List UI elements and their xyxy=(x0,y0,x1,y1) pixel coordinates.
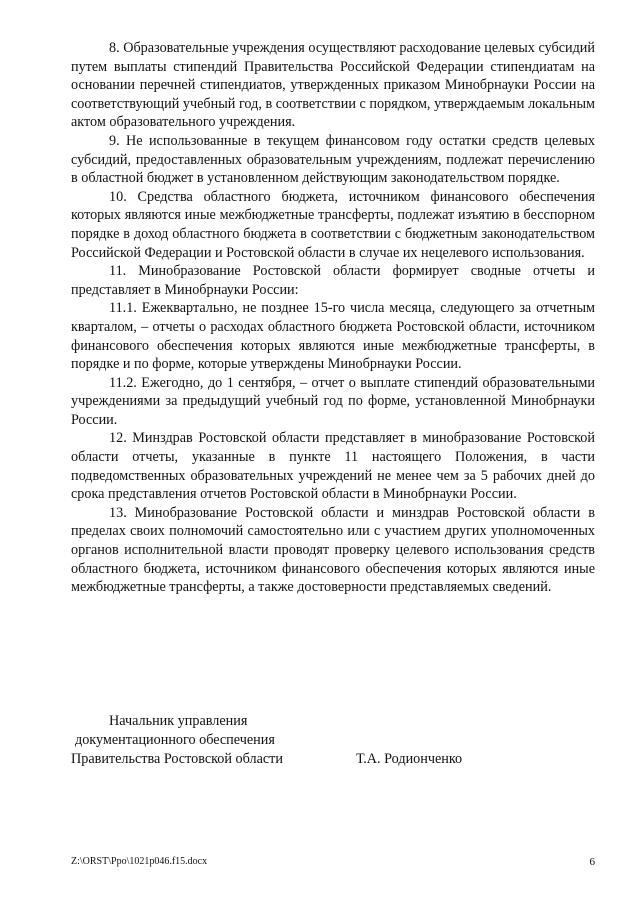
signature-title-line-2: документационного обеспечения xyxy=(75,732,275,748)
paragraph-10: 10. Средства областного бюджета, источником финансового обеспечения которых являются иные межбюджетные трансферты, подлежат изъятию в бесспорном порядке в доход областного бюджета в соответствии с бюджетным законодательством Российской Федерации и Ростовской области в случае их нецелевого использования. xyxy=(71,188,595,261)
signatory-name: Т.А. Родионченко xyxy=(356,751,463,767)
paragraph-11-2: 11.2. Ежегодно, до 1 сентября, – отчет о выплате стипендий образовательными учреждениями за предыдущий учебный год по форме, установленной Минобрнауки России. xyxy=(71,374,595,428)
paragraph-11-1: 11.1. Ежеквартально, не позднее 15-го числа месяца, следующего за отчетным кварталом, – отчеты о расходах областного бюджета Ростовской области, источником финансового обеспечения которых являются иные межбюджетные трансферты, в порядке и по форме, которые утверждены Минобрнауки России. xyxy=(71,300,595,373)
signature-title-line-1: Начальник управления xyxy=(109,713,248,729)
paragraph-13: 13. Минобразование Ростовской области и минздрав Ростовской области в пределах своих полномочий самостоятельно или с участием других уполномоченных органов исполнительной власти проводят проверку целевого использования средств областного бюджета, источником финансового обеспечения которых являются иные межбюджетные трансферты, а также достоверности представляемых сведений. xyxy=(71,504,595,596)
paragraph-11: 11. Минобразование Ростовской области формирует сводные отчеты и представляет в Минобрнауки России: xyxy=(71,263,595,298)
signature-title-line-3 xyxy=(71,750,595,769)
paragraph-9: 9. Не использованные в текущем финансовом году остатки средств целевых субсидий, предоставленных образовательным учреждениям, подлежат перечислению в областной бюджет в установленном действующим законодательством порядке. xyxy=(71,132,595,187)
paragraph-12: 12. Минздрав Ростовской области представляет в минобразование Ростовской области отчеты, указанные в пункте 11 настоящего Положения, в части подведомственных образовательных учреждений не менее чем за 5 рабочих дней до срока представления отчетов Ростовской области в Минобрнауки России. xyxy=(71,430,595,503)
page-number: 6 xyxy=(589,856,595,868)
signature-block xyxy=(71,712,595,769)
document-body xyxy=(71,39,595,597)
file-path: Z:\ORST\Ppo\1021p046.f15.docx xyxy=(71,856,208,867)
signature-organization: Правительства Ростовской области xyxy=(71,751,283,767)
paragraph-8: 8. Образовательные учреждения осуществляют расходование целевых субсидий путем выплаты стипендий Правительства Российской Федерации стипендиатам на основании перечней стипендиатов, утвержденных приказом Минобрнауки России на соответствующий учебный год, в соответствии с порядком, утверждаемым локальным актом образовательного учреждения. xyxy=(71,40,595,131)
